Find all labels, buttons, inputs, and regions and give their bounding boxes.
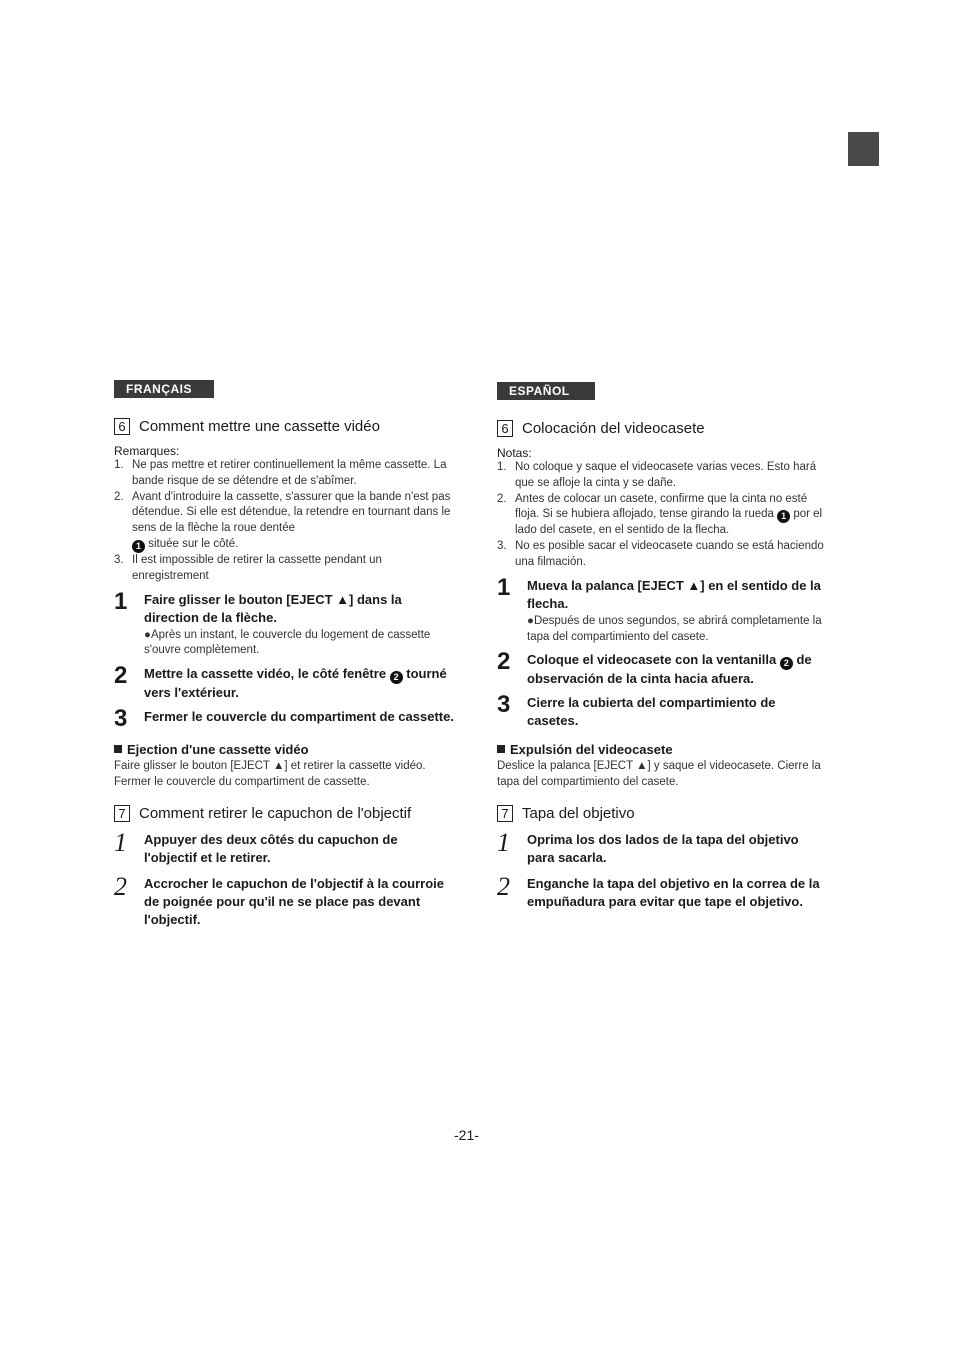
- french-section-6-heading: [114, 417, 454, 436]
- spanish-section-6-heading: [497, 419, 827, 438]
- eject-heading: Expulsión del videocasete: [497, 742, 827, 758]
- step-item: [497, 573, 827, 646]
- french-column: [114, 380, 454, 929]
- french-language-label: FRANÇAIS: [114, 380, 214, 398]
- square-bullet-icon: [114, 745, 122, 753]
- window-callout-badge: 2: [780, 657, 793, 670]
- step-text: Mettre la cassette vidéo, le côté fenêtre 2 tourné vers l'extérieur.: [144, 666, 447, 701]
- notes-label: Remarques:: [114, 444, 180, 458]
- step-item: [497, 828, 827, 867]
- step-item: [114, 662, 454, 702]
- section-title: Comment mettre une cassette vidéo: [139, 418, 380, 435]
- step-number: 1: [497, 573, 511, 601]
- corner-tab-marker: [848, 132, 879, 166]
- section-title: Tapa del objetivo: [522, 805, 635, 823]
- eject-heading: Ejection d'une cassette vidéo: [114, 742, 454, 758]
- spanish-language-label: ESPAÑOL: [497, 382, 595, 400]
- window-callout-badge: 2: [390, 671, 403, 684]
- step-number: 3: [114, 705, 128, 733]
- gear-wheel-callout-badge: 1: [132, 540, 145, 553]
- spanish-column: [497, 380, 827, 911]
- french-section-7-heading: [114, 804, 454, 823]
- section-number: 6: [114, 418, 130, 435]
- step-text: Cierre la cubierta del compartimiento de casetes.: [527, 695, 776, 729]
- step-subnote: ●Après un instant, le couvercle du logement de cassette s'ouvre complètement.: [144, 628, 431, 657]
- step-number: 2: [497, 872, 510, 902]
- note-item: 3. Il est impossible de retirer la cassette pendant un enregistrement: [114, 553, 382, 582]
- section-number: 6: [497, 420, 513, 437]
- step-text: Fermer le couvercle du compartiment de cassette.: [144, 709, 454, 725]
- step-item: [114, 872, 454, 929]
- page-number: -21-: [454, 1127, 479, 1143]
- note-item: 2. Avant d'introduire la cassette, s'assurer que la bande n'est pas détendue. Si elle est détendue, la retendre en tournant dans le sens de la flèche la roue dentée 1 située sur le côté.: [114, 490, 451, 551]
- step-item: [114, 587, 454, 660]
- note-item: 2. Antes de colocar un casete, confirme que la cinta no esté floja. Si se hubiera aflojado, tense girando la rueda 1 por el lado del casete, en el sentido de la flecha.: [497, 492, 823, 537]
- note-item: 1. Ne pas mettre et retirer continuellement la même cassette. La bande risque de se détendre et de s'abîmer.: [114, 459, 447, 487]
- gear-wheel-callout-badge: 1: [777, 510, 790, 523]
- spanish-section-7-heading: [497, 804, 827, 823]
- step-number: 1: [114, 587, 128, 615]
- step-text: Appuyer des deux côtés du capuchon de l'objectif et le retirer.: [144, 832, 398, 866]
- step-number: 2: [114, 662, 128, 690]
- step-number: 1: [114, 828, 127, 858]
- step-number: 1: [497, 828, 510, 858]
- step-text: Accrocher le capuchon de l'objectif à la courroie de poignée pour qu'il ne se place pas devant l'objectif.: [144, 876, 445, 928]
- step-item: [497, 691, 827, 730]
- step-number: 2: [114, 872, 127, 902]
- step-item: [114, 828, 454, 867]
- section-number: 7: [114, 805, 130, 822]
- square-bullet-icon: [497, 745, 505, 753]
- note-item: 1. No coloque y saque el videocasete varias veces. Esto hará que se afloje la cinta y se dañe.: [497, 461, 817, 489]
- notes-label: Notas:: [497, 446, 532, 460]
- step-text: Oprima los dos lados de la tapa del objetivo para sacarla.: [527, 832, 799, 866]
- eject-text: Deslice la palanca [EJECT ▲] y saque el videocasete. Cierre la tapa del compartimiento del casete.: [497, 760, 821, 789]
- step-text: Faire glisser le bouton [EJECT ▲] dans la direction de la flèche.: [144, 591, 402, 625]
- section-number: 7: [497, 805, 513, 822]
- step-text: Coloque el videocasete con la ventanilla 2 de observación de la cinta hacia afuera.: [527, 652, 812, 687]
- step-text: Enganche la tapa del objetivo en la correa de la empuñadura para evitar que tape el objetivo.: [527, 876, 820, 910]
- note-item: 3. No es posible sacar el videocasete cuando se está haciendo una filmación.: [497, 540, 824, 568]
- step-subnote: ●Después de unos segundos, se abrirá completamente la tapa del compartimiento del casete.: [527, 614, 822, 643]
- step-item: [497, 648, 827, 688]
- eject-text: Faire glisser le bouton [EJECT ▲] et retirer la cassette vidéo. Fermer le couvercle du compartiment de cassette.: [114, 760, 426, 789]
- step-number: 3: [497, 691, 511, 719]
- step-item: [497, 872, 827, 911]
- step-text: Mueva la palanca [EJECT ▲] en el sentido de la flecha.: [527, 577, 821, 611]
- step-number: 2: [497, 648, 511, 676]
- section-title: Colocación del videocasete: [522, 420, 705, 437]
- section-title: Comment retirer le capuchon de l'objectif: [139, 805, 412, 823]
- step-item: [114, 705, 454, 733]
